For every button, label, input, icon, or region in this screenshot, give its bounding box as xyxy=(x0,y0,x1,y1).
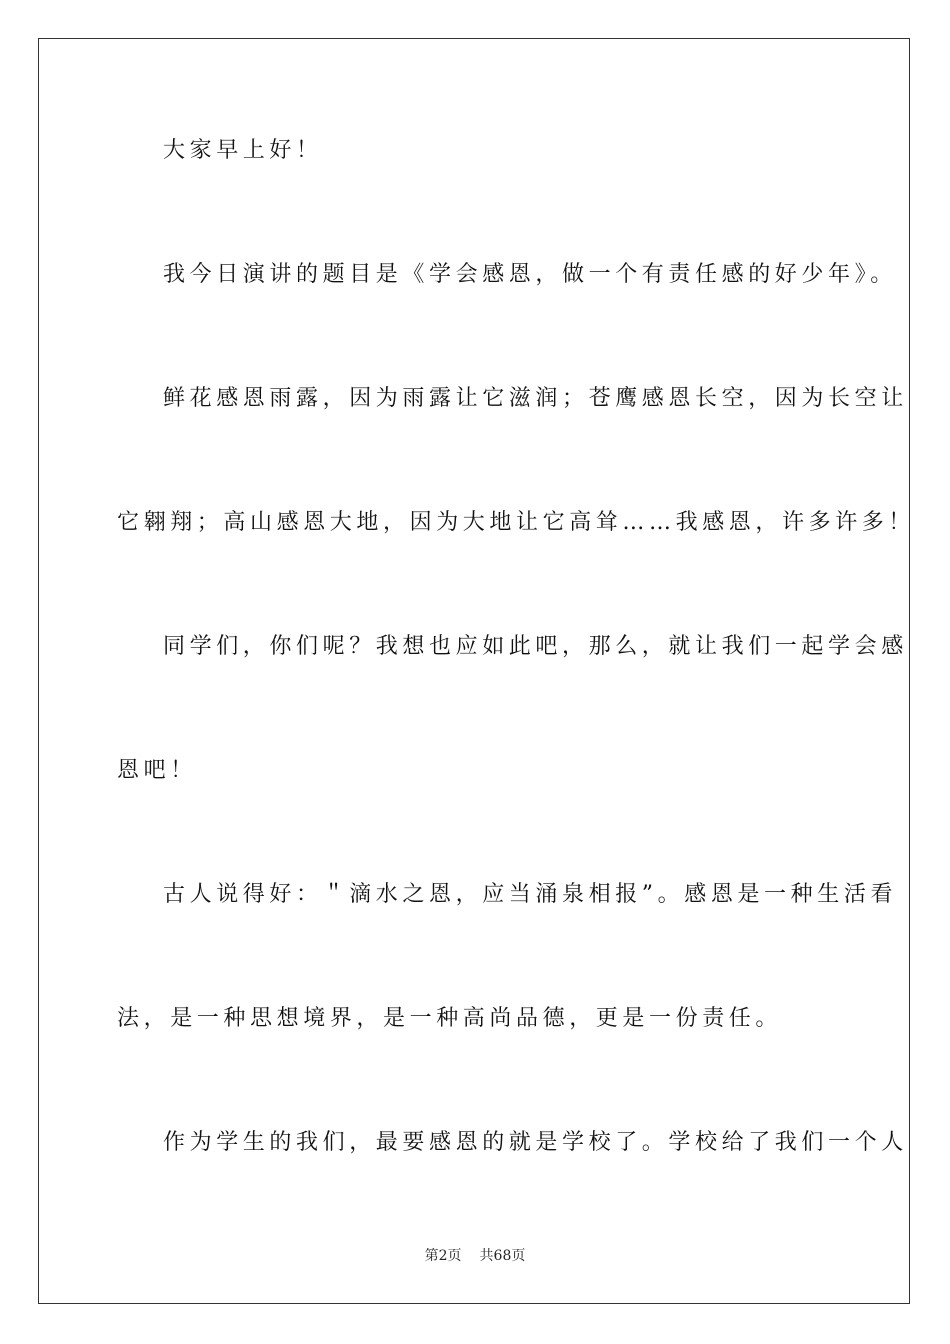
paragraph-topic: 我今日演讲的题目是《学会感恩，做一个有责任感的好少年》。 xyxy=(163,262,897,287)
paragraph-students-line-1: 作为学生的我们，最要感恩的就是学校了。学校给了我们一个人 xyxy=(163,1130,908,1155)
page-number: 第2页 xyxy=(424,1248,462,1264)
paragraph-classmates-line-2: 恩吧！ xyxy=(117,758,197,783)
page-total: 共68页 xyxy=(479,1248,526,1264)
page-footer xyxy=(0,1246,950,1266)
page-border xyxy=(38,38,910,1304)
paragraph-ancients-line-2: 法，是一种思想境界，是一种高尚品德，更是一份责任。 xyxy=(117,1006,783,1031)
paragraph-greeting: 大家早上好！ xyxy=(163,138,323,163)
paragraph-ancients-line-1: 古人说得好：＂滴水之恩，应当涌泉相报”。感恩是一种生活看 xyxy=(163,882,898,907)
paragraph-gratitude-line-1: 鲜花感恩雨露，因为雨露让它滋润；苍鹰感恩长空，因为长空让 xyxy=(163,386,908,411)
paragraph-classmates-line-1: 同学们，你们呢？我想也应如此吧，那么，就让我们一起学会感 xyxy=(163,634,908,659)
paragraph-gratitude-line-2: 它翱翔；高山感恩大地，因为大地让它高耸……我感恩，许多许多！ xyxy=(117,510,916,535)
